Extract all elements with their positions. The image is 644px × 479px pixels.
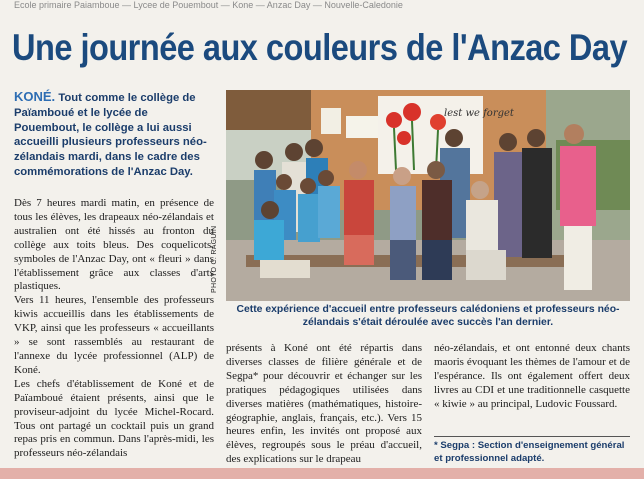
footnote: * Segpa : Section d'enseignement général et professionnel adapté.	[434, 436, 630, 465]
lead-city: KONÉ.	[14, 89, 56, 104]
bottom-bar	[0, 468, 644, 479]
article-column-2: présents à Koné ont été répartis dans diverses classes de filière générale et de Segpa* pour découvrir et échanger sur les pratiques pédagogiques utilisées dans diverses matières (mathématiques, histoire-géographie, anglais, français, etc.). Vers 15 heures enfin, les invités ont proposé aux élèves, regroupés sous le préau d'accueil, des explications sur le drapeau	[226, 342, 422, 466]
top-strip-text: Ecole primaire Paiamboue — Lycee de Pouembout — Kone — Anzac Day — Nouvelle-Caledonie	[14, 0, 403, 10]
article-column-3: néo-zélandais, et ont entonné deux chants maoris évoquant les thèmes de l'amour et de l'espérance. Ils ont également offert deux livres au CDI et une traditionnelle casquette « kiwie » au principal, Ludovic Foussard.	[434, 342, 630, 410]
article-column-1	[14, 197, 214, 461]
paragraph: Les chefs d'établissement de Koné et de Païamboué étaient présents, ainsi que le proviseur-adjoint du lycée Michel-Rocard. Tous ont partagé un cocktail puis un grand repas pris en commun. Dans l'après-midi, les professeurs néo-zélandais	[14, 377, 214, 460]
group-photo	[226, 90, 630, 301]
paragraph: Vers 11 heures, l'ensemble des professeurs kiwis accueillis dans les établissements de VKP, ainsi que les professeurs « accueillants » se sont rassemblés au restaurant de l'annexe du lycée professionnel (ALP) de Koné.	[14, 294, 214, 376]
poster-text: lest we forget	[444, 108, 514, 119]
lead-paragraph	[14, 90, 214, 180]
photo-credit: PHOTO C. RAGUIN	[211, 225, 218, 293]
headline: Une journée aux couleurs de l'Anzac Day	[12, 27, 628, 68]
lead-text: Tout comme le collège de Païamboué et le lycée de Pouembout, le collège a lui aussi accueilli plusieurs professeurs néo-zélandais mardi, dans le cadre des commémorations de l'Anzac Day.	[14, 92, 207, 178]
photo-caption: Cette expérience d'accueil entre professeurs calédoniens et professeurs néo-zélandais s'était déroulée avec succès l'an dernier.	[236, 304, 620, 329]
paragraph: Dès 7 heures mardi matin, en présence de tous les élèves, les drapeaux néo-zélandais et australien ont été hissés au fronton du collège aux toits bleus. Des coquelicots, symboles de l'Anzac Day, ont « fleuri » dans l'établissement grâce aux classes d'arts plastiques.	[14, 197, 214, 293]
